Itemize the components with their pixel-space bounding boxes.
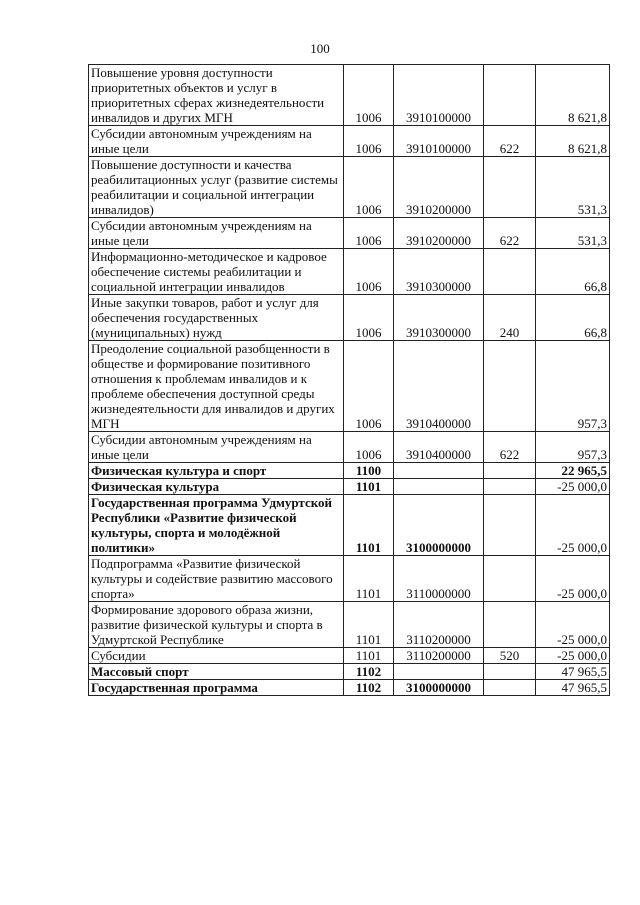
- row-name: Субсидии автономным учреждениям на иные цели: [89, 126, 344, 157]
- table-row: [89, 157, 610, 218]
- row-name: Государственная программа: [89, 680, 344, 696]
- page-number: 100: [310, 41, 330, 56]
- row-section: 1101: [344, 479, 394, 495]
- row-section: 1101: [344, 495, 394, 556]
- row-section: 1006: [344, 295, 394, 341]
- row-name: Субсидии автономным учреждениям на иные цели: [89, 218, 344, 249]
- table-row: [89, 341, 610, 432]
- row-name: Подпрограмма «Развитие физической культуры и содействие развитию массового спорта»: [89, 556, 344, 602]
- row-expense: [484, 341, 536, 432]
- table-row: [89, 479, 610, 495]
- row-amount: -25 000,0: [536, 479, 610, 495]
- row-amount: 8 621,8: [536, 65, 610, 126]
- row-name: Повышение уровня доступности приоритетных объектов и услуг в приоритетных сферах жизнедеятельности инвалидов и других МГН: [89, 65, 344, 126]
- row-expense: 622: [484, 218, 536, 249]
- row-expense: [484, 602, 536, 648]
- row-target: 3910100000: [394, 65, 484, 126]
- row-expense: [484, 249, 536, 295]
- row-name: Информационно-методическое и кадровое обеспечение системы реабилитации и социальной интеграции инвалидов: [89, 249, 344, 295]
- row-amount: -25 000,0: [536, 602, 610, 648]
- row-expense: 240: [484, 295, 536, 341]
- table-row: [89, 556, 610, 602]
- row-section: 1006: [344, 249, 394, 295]
- row-expense: [484, 463, 536, 479]
- row-name: Повышение доступности и качества реабилитационных услуг (развитие системы реабилитации и социальной интеграции инвалидов): [89, 157, 344, 218]
- table-row: [89, 664, 610, 680]
- row-amount: 8 621,8: [536, 126, 610, 157]
- row-section: 1101: [344, 556, 394, 602]
- row-section: 1102: [344, 680, 394, 696]
- table-row: [89, 218, 610, 249]
- row-expense: [484, 157, 536, 218]
- row-amount: -25 000,0: [536, 556, 610, 602]
- row-expense: [484, 680, 536, 696]
- budget-table: [88, 64, 610, 696]
- row-target: [394, 463, 484, 479]
- row-name: Физическая культура и спорт: [89, 463, 344, 479]
- row-target: 3110200000: [394, 648, 484, 664]
- row-section: 1006: [344, 341, 394, 432]
- table-row: [89, 295, 610, 341]
- row-expense: [484, 479, 536, 495]
- row-target: 3100000000: [394, 495, 484, 556]
- row-amount: 957,3: [536, 432, 610, 463]
- row-target: 3910400000: [394, 341, 484, 432]
- row-expense: [484, 556, 536, 602]
- row-amount: 47 965,5: [536, 680, 610, 696]
- row-section: 1101: [344, 602, 394, 648]
- row-section: 1101: [344, 648, 394, 664]
- table-row: [89, 126, 610, 157]
- row-expense: [484, 664, 536, 680]
- row-amount: 531,3: [536, 218, 610, 249]
- row-section: 1006: [344, 126, 394, 157]
- row-expense: 520: [484, 648, 536, 664]
- row-section: 1006: [344, 65, 394, 126]
- row-name: Иные закупки товаров, работ и услуг для обеспечения государственных (муниципальных) нужд: [89, 295, 344, 341]
- table-row: [89, 495, 610, 556]
- row-target: 3910200000: [394, 218, 484, 249]
- row-name: Преодоление социальной разобщенности в обществе и формирование позитивного отношения к проблемам инвалидов и к проблеме обеспечения доступной среды жизнедеятельности для инвалидов и других МГН: [89, 341, 344, 432]
- row-target: 3910100000: [394, 126, 484, 157]
- row-name: Физическая культура: [89, 479, 344, 495]
- row-target: [394, 664, 484, 680]
- row-section: 1006: [344, 432, 394, 463]
- table-row: [89, 648, 610, 664]
- table-row: [89, 463, 610, 479]
- row-target: 3110200000: [394, 602, 484, 648]
- row-target: [394, 479, 484, 495]
- row-name: Формирование здорового образа жизни, развитие физической культуры и спорта в Удмуртской Республике: [89, 602, 344, 648]
- row-amount: 957,3: [536, 341, 610, 432]
- row-target: 3910200000: [394, 157, 484, 218]
- row-amount: -25 000,0: [536, 648, 610, 664]
- row-expense: 622: [484, 126, 536, 157]
- table-row: [89, 65, 610, 126]
- table-row: [89, 680, 610, 696]
- row-name: Субсидии: [89, 648, 344, 664]
- row-name: Субсидии автономным учреждениям на иные цели: [89, 432, 344, 463]
- row-section: 1006: [344, 218, 394, 249]
- row-section: 1102: [344, 664, 394, 680]
- row-name: Массовый спорт: [89, 664, 344, 680]
- row-target: 3910300000: [394, 295, 484, 341]
- row-amount: 531,3: [536, 157, 610, 218]
- row-target: 3100000000: [394, 680, 484, 696]
- table-row: [89, 249, 610, 295]
- row-amount: 66,8: [536, 249, 610, 295]
- table-row: [89, 602, 610, 648]
- row-amount: 22 965,5: [536, 463, 610, 479]
- row-name: Государственная программа Удмуртской Республики «Развитие физической культуры, спорта и молодёжной политики»: [89, 495, 344, 556]
- row-expense: [484, 495, 536, 556]
- row-target: 3910300000: [394, 249, 484, 295]
- row-amount: -25 000,0: [536, 495, 610, 556]
- row-amount: 66,8: [536, 295, 610, 341]
- row-section: 1100: [344, 463, 394, 479]
- row-amount: 47 965,5: [536, 664, 610, 680]
- row-target: 3910400000: [394, 432, 484, 463]
- table-row: [89, 432, 610, 463]
- row-expense: [484, 65, 536, 126]
- row-target: 3110000000: [394, 556, 484, 602]
- row-section: 1006: [344, 157, 394, 218]
- row-expense: 622: [484, 432, 536, 463]
